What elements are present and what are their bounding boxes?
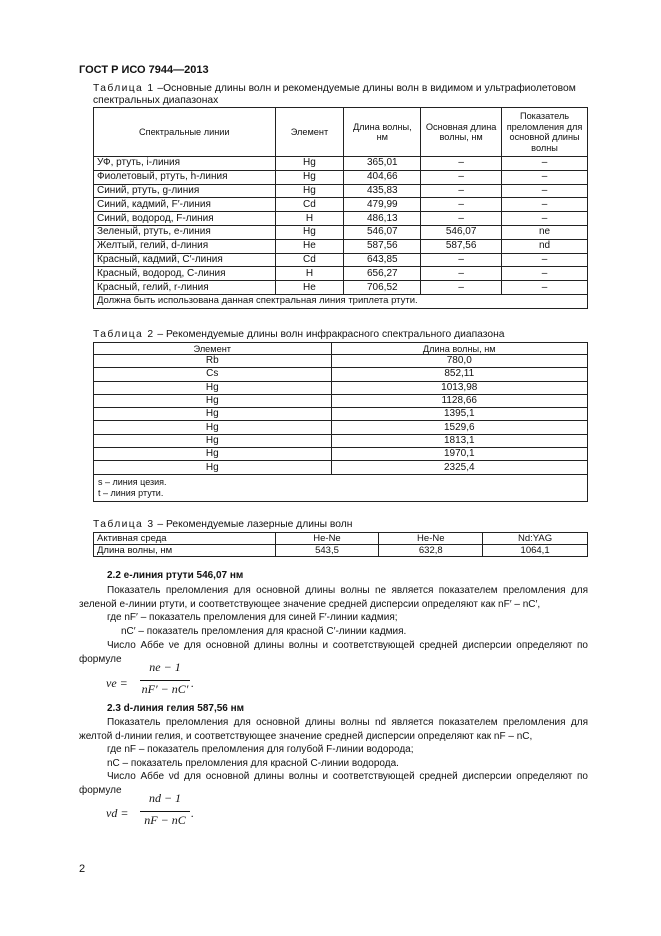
table1-cell: – [502,281,588,295]
table1-cell: 643,85 [344,253,421,267]
table1-cell: – [421,281,502,295]
table1-cell: 587,56 [344,239,421,253]
table2-cell: Hg [94,448,332,461]
table1-cell: 656,27 [344,267,421,281]
table2-cell: 1013,98 [331,381,587,394]
table1-caption-text: –Основные длины волн и рекомендуемые длины волн в видимом и ультрафиолетовом [154,83,576,94]
abbe-formula-d [106,806,128,821]
table1-cell: 587,56 [421,239,502,253]
table1-cell: – [502,212,588,226]
table3 [93,532,588,557]
formula-d-denominator: nF − nC [144,813,186,827]
table2-header-cell: Длина волны, нм [331,343,587,355]
standard-header: ГОСТ Р ИСО 7944—2013 [79,64,209,76]
table1-note-row [94,294,588,308]
section22-heading: 2.2 e-линия ртути 546,07 нм [107,570,244,581]
table1-row [94,184,588,198]
table1-cell: Синий, водород, F-линия [94,212,276,226]
table1-cell: – [502,198,588,212]
table1-cell: – [421,253,502,267]
table2-cell: Hg [94,381,332,394]
table1-cell: 486,13 [344,212,421,226]
table2-note-cell [94,474,588,501]
table1-cell: – [502,267,588,281]
table2-cell: Cs [94,368,332,381]
table3-cell: He-Ne [379,533,483,545]
table1 [93,107,588,309]
table1-cell: – [421,198,502,212]
formula-e-bar [140,680,190,681]
table2-note1: s – линия цезия. [98,476,167,487]
table1-cell: 706,52 [344,281,421,295]
formula-d-lhs: νd = [106,806,129,820]
section23-paragraph2: где nF – показатель преломления для голубой F-линии водорода; [107,744,414,755]
table3-row [94,533,588,545]
table3-caption-word: Таблица 3 [93,519,155,530]
table1-cell: Красный, водород, C-линия [94,267,276,281]
section22-paragraph4: Число Аббе νe для основной длины волны и соответствующей средней дисперсии определяют по формуле [79,640,588,665]
table2-note-row [94,474,588,501]
table1-cell: 546,07 [421,225,502,239]
table2-cell: Hg [94,461,332,474]
table1-row [94,239,588,253]
table1-cell: – [421,212,502,226]
section22-paragraph3: nC′ – показатель преломления для красной C′-линии кадмия. [121,626,407,637]
table2-row [94,448,588,461]
table1-cell: 435,83 [344,184,421,198]
table1-cell: H [275,212,344,226]
table3-caption [93,519,593,531]
table2-cell: 780,0 [331,355,587,368]
page-number: 2 [79,863,86,875]
table1-cell: He [275,239,344,253]
table2-cell: Hg [94,421,332,434]
table2-caption [93,329,593,341]
abbe-formula-e [106,676,128,691]
table2-row [94,394,588,407]
formula-e-end: . [191,676,194,690]
table1-cell: nd [502,239,588,253]
table2-cell: 1970,1 [331,448,587,461]
table1-caption-line2: спектральных диапазонах [93,95,219,106]
section22-paragraph1: Показатель преломления для основной длины волны ne является показателем преломления для зеленой e-линии ртути, и соответствующее значение средней дисперсии определяют как nF′ – nC′, [79,585,588,610]
table2-caption-text: – Рекомендуемые длины волн инфракрасного спектрального диапазона [154,329,505,340]
table1-cell: – [502,157,588,171]
table1-cell: 479,99 [344,198,421,212]
table1-row [94,157,588,171]
section23-paragraph3: nC – показатель преломления для красной C-линии водорода. [107,758,399,769]
table2-note2: t – линия ртути. [98,487,164,498]
table1-cell: Фиолетовый, ртуть, h-линия [94,170,276,184]
table1-cell: УФ, ртуть, i-линия [94,157,276,171]
table1-cell: Зеленый, ртуть, e-линия [94,225,276,239]
table2-cell: Hg [94,434,332,447]
table2-row [94,381,588,394]
table1-cell: – [421,184,502,198]
table3-cell: Длина волны, нм [94,545,276,557]
table1-header-cell: Основная длина волны, нм [421,108,502,157]
table1-cell: Желтый, гелий, d-линия [94,239,276,253]
table1-cell: ne [502,225,588,239]
table2 [93,342,588,502]
table1-cell: Синий, ртуть, g-линия [94,184,276,198]
table1-cell: – [502,170,588,184]
table1-cell: – [421,267,502,281]
section23-paragraph1: Показатель преломления для основной длины волны nd является показателем преломления для желтой d-линии гелия, и соответствующее значение средней дисперсии определяют как nF – nC, [79,717,588,742]
table2-cell: Hg [94,394,332,407]
table1-cell: Hg [275,225,344,239]
table1-row [94,198,588,212]
table3-cell: 632,8 [379,545,483,557]
table2-header-cell: Элемент [94,343,332,355]
table1-row [94,281,588,295]
section23-heading: 2.3 d-линия гелия 587,56 нм [107,703,245,714]
table2-cell: 2325,4 [331,461,587,474]
table2-row [94,461,588,474]
table1-header-cell: Длина волны, нм [344,108,421,157]
table1-row [94,253,588,267]
table3-row [94,545,588,557]
section23-paragraph4: Число Аббе νd для основной длины волны и соответствующей средней дисперсии определяют по формуле [79,771,588,796]
table2-row [94,408,588,421]
table1-cell: – [502,184,588,198]
table1-cell: Cd [275,198,344,212]
formula-e-lhs: νe = [106,676,128,690]
table1-row [94,170,588,184]
table1-header-cell: Показатель преломления для основной длины волны [502,108,588,157]
table2-row [94,434,588,447]
table1-cell: – [502,253,588,267]
table1-caption [93,83,593,107]
table2-row [94,355,588,368]
table2-caption-word: Таблица 2 [93,329,155,340]
table1-cell: Синий, кадмий, F′-линия [94,198,276,212]
table1-cell: Красный, кадмий, C′-линия [94,253,276,267]
table1-row [94,267,588,281]
formula-e-denominator: nF′ − nC′ [141,682,189,696]
table1-cell: Hg [275,184,344,198]
table2-cell: 1128,66 [331,394,587,407]
table2-cell: Hg [94,408,332,421]
table1-row [94,212,588,226]
table1-cell: 546,07 [344,225,421,239]
formula-d-end: . [191,806,194,820]
table1-cell: He [275,281,344,295]
table2-header-row [94,343,588,355]
formula-d-numerator: nd − 1 [148,791,182,805]
table1-cell: H [275,267,344,281]
table1-note-cell: Должна быть использована данная спектральная линия триплета ртути. [94,294,588,308]
table1-cell: – [421,157,502,171]
table1-header-cell: Элемент [275,108,344,157]
table1-cell: 404,66 [344,170,421,184]
table1-row [94,225,588,239]
table2-cell: 852,11 [331,368,587,381]
formula-e-numerator: ne − 1 [149,660,181,674]
table3-cell: Активная среда [94,533,276,545]
table1-caption-word: Таблица 1 [93,83,155,94]
table3-cell: Nd:YAG [483,533,588,545]
table2-cell: Rb [94,355,332,368]
table2-cell: 1529,6 [331,421,587,434]
table1-cell: 365,01 [344,157,421,171]
table1-header-cell: Спектральные линии [94,108,276,157]
table1-cell: Красный, гелий, r-линия [94,281,276,295]
table3-cell: 1064,1 [483,545,588,557]
table3-cell: He-Ne [275,533,379,545]
table1-header-row [94,108,588,157]
formula-d-fraction [140,791,190,831]
table2-cell: 1395,1 [331,408,587,421]
table3-caption-text: – Рекомендуемые лазерные длины волн [154,519,353,530]
section22-paragraph2: где nF′ – показатель преломления для синей F′-линии кадмия; [107,612,398,623]
table2-row [94,421,588,434]
formula-d-bar [140,811,190,812]
table3-cell: 543,5 [275,545,379,557]
table1-cell: – [421,170,502,184]
formula-e-fraction [140,660,190,700]
table2-row [94,368,588,381]
table2-cell: 1813,1 [331,434,587,447]
table1-cell: Cd [275,253,344,267]
table1-cell: Hg [275,170,344,184]
table1-cell: Hg [275,157,344,171]
